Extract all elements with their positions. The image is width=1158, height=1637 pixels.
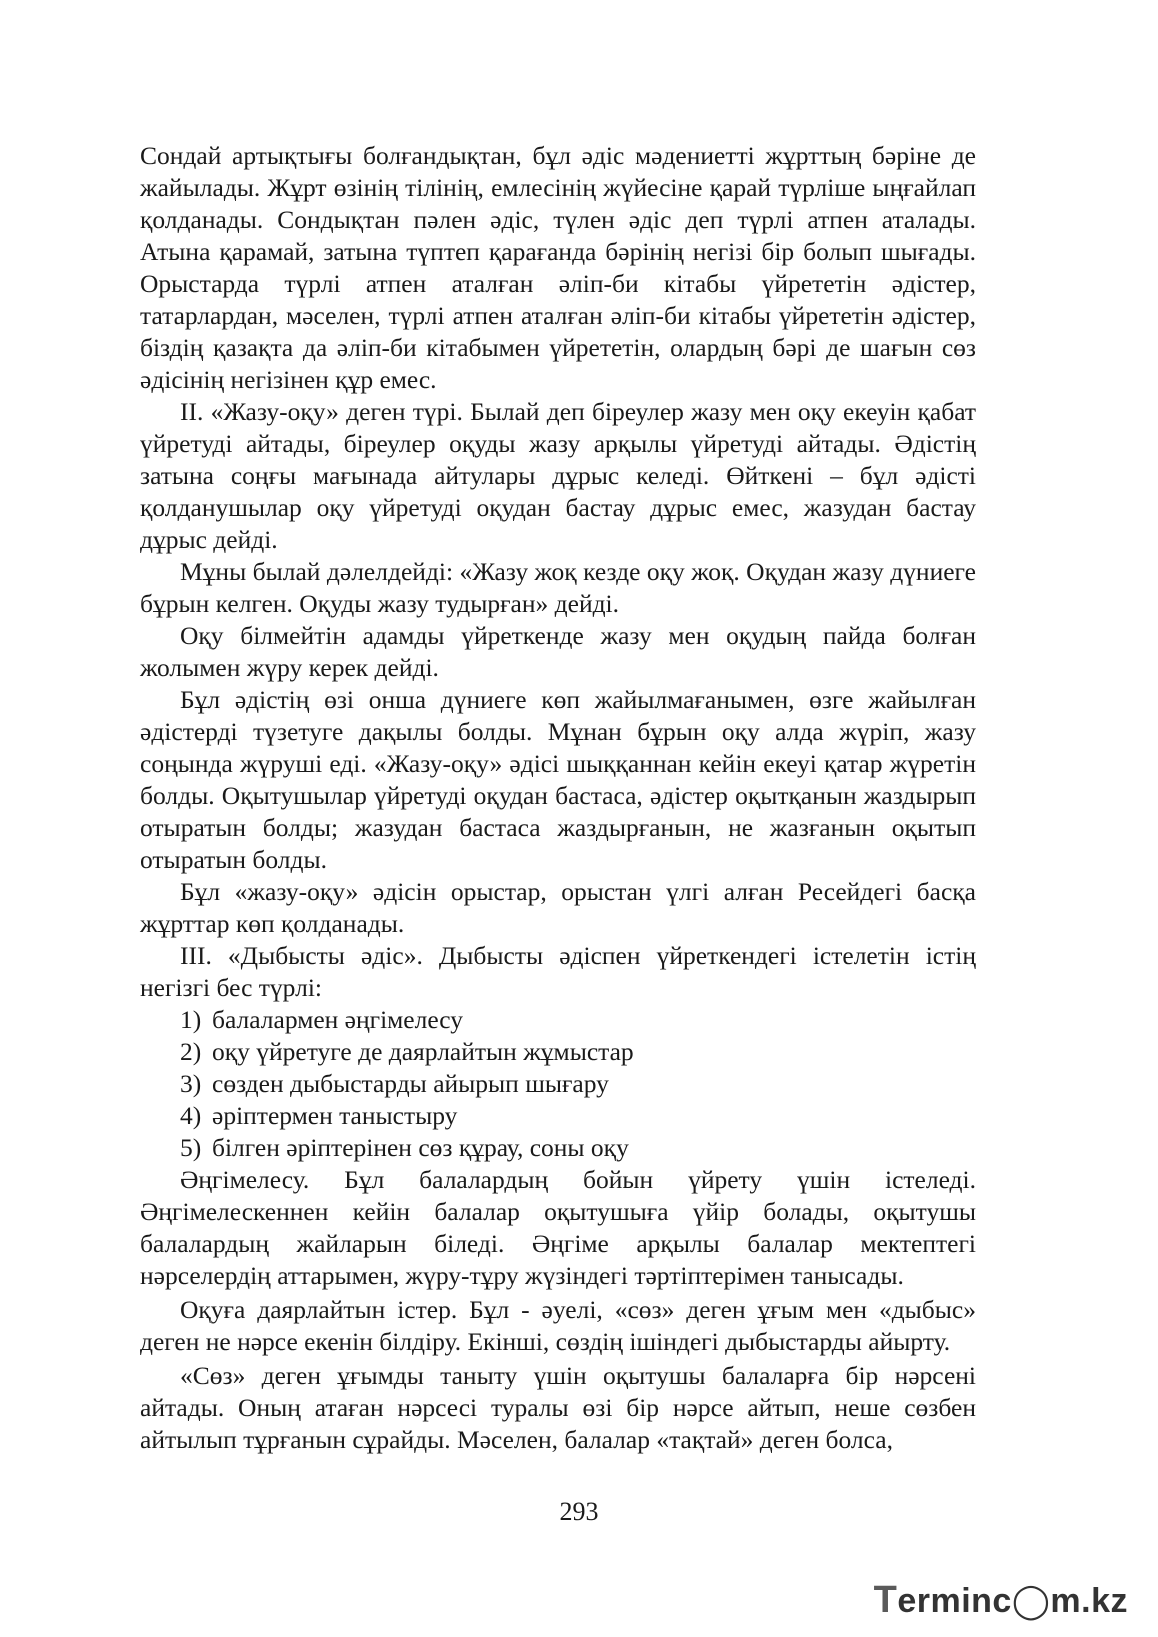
watermark-tail: m.kz (1050, 1582, 1128, 1620)
paragraph-2: ІІ. «Жазу-оқу» деген түрі. Былай деп біреулер жазу мен оқу екеуін қабат үйретуді айтады, біреулер оқуды жазу арқылы үйретуді айтады. Әдістің затына соңғы мағынада айтулары дұрыс келеді. Өйткені – бұл әдісті қолданушылар оқу үйретуді оқудан бастау дұрыс емес, жазудан бастау дұрыс дейді. (140, 397, 976, 554)
paragraph-10: «Сөз» деген ұғымды таныту үшін оқытушы балаларға бір нәрсені айтады. Оның атаған нәрсесі туралы өзі бір нәрсе айтып, неше сөзбен айтылып тұрғанын сұрайды. Мәселен, балалар «тақтай» деген болса, (140, 1361, 976, 1454)
paragraph-1: Сондай артықтығы болғандықтан, бұл әдіс мәдениетті жұрттың бәріне де жайылады. Жұрт өзінің тілінің, емлесінің жүйесіне қарай түрліше ыңғайлап қолданады. Сондықтан пәлен әдіс, түлен әдіс деп түрлі атпен аталады. Атына қарамай, затына түптеп қарағанда бәрінің негізі бір болып шығады. Орыстарда түрлі атпен аталған әліп-би кітабы үйрететін әдістер, татарлардан, мәселен, түрлі атпен аталған әліп-би кітабы үйрететін әдістер, біздің қазақта да әліп-би кітабымен үйрететін, олардың бәрі де шағын сөз әдісінің негізінен құр емес. (140, 141, 976, 394)
list-item-text: әріптермен таныстыру (212, 1101, 458, 1130)
list-item (140, 1100, 976, 1132)
page-body (140, 140, 976, 1456)
watermark-lead: T (873, 1579, 898, 1621)
paragraph-5: Бұл әдістің өзі онша дүниеге көп жайылмағанымен, өзге жайылған әдістерді түзетуге дақылы болды. Мұнан бұрын оқу алда жүріп, жазу соңында жүруші еді. «Жазу-оқу» әдісі шыққаннан кейін екеуі қатар жүретін болды. Оқытушылар үйретуді оқудан бастаса, әдістер оқытқанын жаздырып отыратын болды; жазудан бастаса жаздырғанын, не жазғанын оқытып отыратын болды. (140, 685, 976, 874)
numbered-list (140, 1004, 976, 1164)
paragraph-7: ІІІ. «Дыбысты әдіс». Дыбысты әдіспен үйреткендегі істелетін істің негізгі бес түрлі: (140, 941, 976, 1002)
paragraph-6: Бұл «жазу-оқу» әдісін орыстар, орыстан үлгі алған Ресейдегі басқа жұрттар көп қолданады. (140, 877, 976, 938)
list-item-text: сөзден дыбыстарды айырып шығару (212, 1069, 609, 1098)
list-item-number: 2) (180, 1037, 202, 1066)
paragraph-9: Оқуға даярлайтын істер. Бұл - әуелі, «сөз» деген ұғым мен «дыбыс» деген не нәрсе екенін білдіру. Екінші, сөздің ішіндегі дыбыстарды айырту. (140, 1295, 976, 1356)
watermark-logo (874, 1580, 1128, 1621)
list-item-text: балалармен әңгімелесу (212, 1005, 464, 1034)
list-item-number: 1) (180, 1005, 202, 1034)
list-item (140, 1036, 976, 1068)
list-item-text: оқу үйретуге де даярлайтын жұмыстар (212, 1037, 634, 1066)
list-item (140, 1068, 976, 1100)
list-item-text: білген әріптерінен сөз құрау, соны оқу (212, 1133, 629, 1162)
list-item-number: 5) (180, 1133, 202, 1162)
page-number: 293 (559, 1497, 599, 1526)
paragraph-3: Мұны былай дәлелдейді: «Жазу жоқ кезде оқу жоқ. Оқудан жазу дүниеге бұрын келген. Оқуды жазу тудырған» дейді. (140, 557, 976, 618)
paragraph-8: Әңгімелесу. Бұл балалардың бойын үйрету үшін істеледі. Әңгімелескеннен кейін балалар оқытушыға үйір болады, оқытушы балалардың жайларын біледі. Әңгіме арқылы балалар мектептегі нәрселердің аттарымен, жүру-тұру жүзіндегі тәртіптерімен танысады. (140, 1165, 976, 1290)
paragraph-4: Оқу білмейтін адамды үйреткенде жазу мен оқудың пайда болған жолымен жүру керек дейді. (140, 621, 976, 682)
list-item (140, 1132, 976, 1164)
list-item (140, 1004, 976, 1036)
list-item-number: 3) (180, 1069, 202, 1098)
list-item-number: 4) (180, 1101, 202, 1130)
watermark-mid: ◯ (1011, 1582, 1051, 1620)
watermark-rest: erminc (897, 1582, 1012, 1620)
